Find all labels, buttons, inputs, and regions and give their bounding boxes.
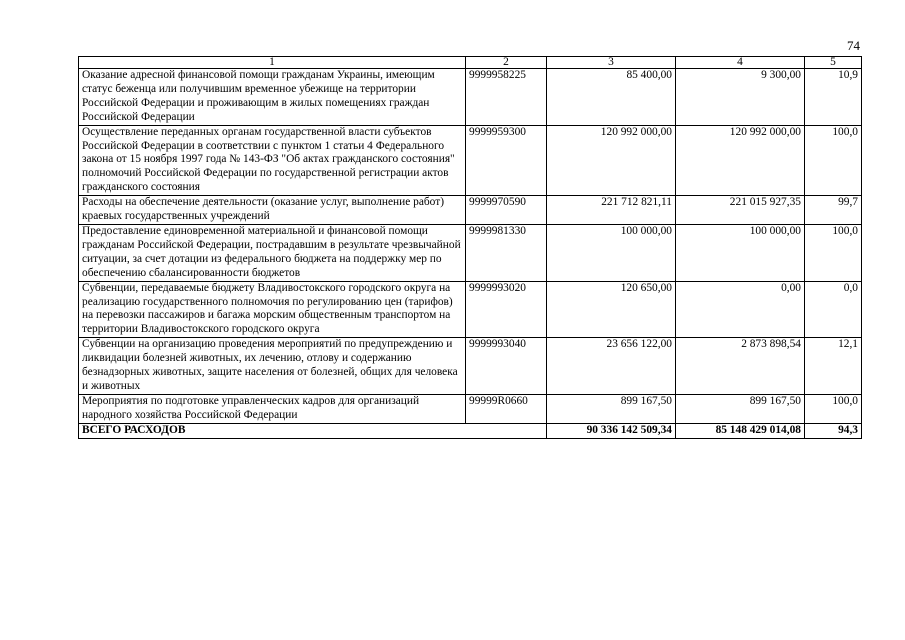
actual-amount: 899 167,50	[676, 394, 805, 423]
total-planned-amount: 90 336 142 509,34	[547, 423, 676, 438]
expense-name: Субвенции на организацию проведения мероприятий по предупреждению и ликвидации болезней животных, их лечению, отлову и содержанию безнадзорных животных, защите населения от болезней, общих для человека и животных	[79, 338, 466, 395]
expense-code: 9999970590	[466, 196, 547, 225]
execution-percent: 100,0	[805, 394, 862, 423]
table-row	[79, 281, 862, 338]
planned-amount: 23 656 122,00	[547, 338, 676, 395]
expense-name: Мероприятия по подготовке управленческих кадров для организаций народного хозяйства Российской Федерации	[79, 394, 466, 423]
expense-name: Субвенции, передаваемые бюджету Владивостокского городского округа на реализацию государственного полномочия по регулированию цен (тарифов) на перевозки пассажиров и багажа морским общественным транспортом на территории Владивостокского городского округа	[79, 281, 466, 338]
execution-percent: 10,9	[805, 69, 862, 126]
planned-amount: 120 650,00	[547, 281, 676, 338]
expense-code: 9999958225	[466, 69, 547, 126]
table-row	[79, 224, 862, 281]
execution-percent: 0,0	[805, 281, 862, 338]
table-row	[79, 69, 862, 126]
expense-name: Осуществление переданных органам государственной власти субъектов Российской Федерации в соответствии с пунктом 1 статьи 4 Федерального закона от 15 ноября 1997 года № 143-ФЗ "Об актах гражданского состояния" полномочий Российской Федерации по государственной регистрации актов гражданского состояния	[79, 125, 466, 196]
expense-code: 9999993040	[466, 338, 547, 395]
planned-amount: 120 992 000,00	[547, 125, 676, 196]
total-actual-amount: 85 148 429 014,08	[676, 423, 805, 438]
table-row	[79, 125, 862, 196]
table-header-row	[79, 57, 862, 69]
total-row	[79, 423, 862, 438]
actual-amount: 9 300,00	[676, 69, 805, 126]
actual-amount: 120 992 000,00	[676, 125, 805, 196]
planned-amount: 899 167,50	[547, 394, 676, 423]
planned-amount: 85 400,00	[547, 69, 676, 126]
execution-percent: 100,0	[805, 224, 862, 281]
planned-amount: 100 000,00	[547, 224, 676, 281]
planned-amount: 221 712 821,11	[547, 196, 676, 225]
column-header: 4	[676, 57, 805, 69]
expense-code: 9999959300	[466, 125, 547, 196]
expense-code: 9999981330	[466, 224, 547, 281]
total-label: ВСЕГО РАСХОДОВ	[79, 423, 547, 438]
actual-amount: 0,00	[676, 281, 805, 338]
expense-name: Предоставление единовременной материальной и финансовой помощи гражданам Российской Федерации, пострадавшим в результате чрезвычайной ситуации, за счет дотации из федерального бюджета на поддержку мер по обеспечению сбалансированности бюджетов	[79, 224, 466, 281]
page-number: 74	[847, 38, 860, 53]
column-header: 1	[79, 57, 466, 69]
table-row	[79, 196, 862, 225]
total-execution-percent: 94,3	[805, 423, 862, 438]
expense-name: Оказание адресной финансовой помощи гражданам Украины, имеющим статус беженца или получившим временное убежище на территории Российской Федерации и проживающим в жилых помещениях граждан Российской Федерации	[79, 69, 466, 126]
column-header: 5	[805, 57, 862, 69]
column-header: 2	[466, 57, 547, 69]
column-header: 3	[547, 57, 676, 69]
expenditure-table	[78, 56, 862, 439]
actual-amount: 2 873 898,54	[676, 338, 805, 395]
actual-amount: 100 000,00	[676, 224, 805, 281]
expense-name: Расходы на обеспечение деятельности (оказание услуг, выполнение работ) краевых государственных учреждений	[79, 196, 466, 225]
actual-amount: 221 015 927,35	[676, 196, 805, 225]
execution-percent: 12,1	[805, 338, 862, 395]
expense-code: 9999993020	[466, 281, 547, 338]
expense-code: 99999R0660	[466, 394, 547, 423]
execution-percent: 99,7	[805, 196, 862, 225]
execution-percent: 100,0	[805, 125, 862, 196]
table-row	[79, 338, 862, 395]
table-row	[79, 394, 862, 423]
